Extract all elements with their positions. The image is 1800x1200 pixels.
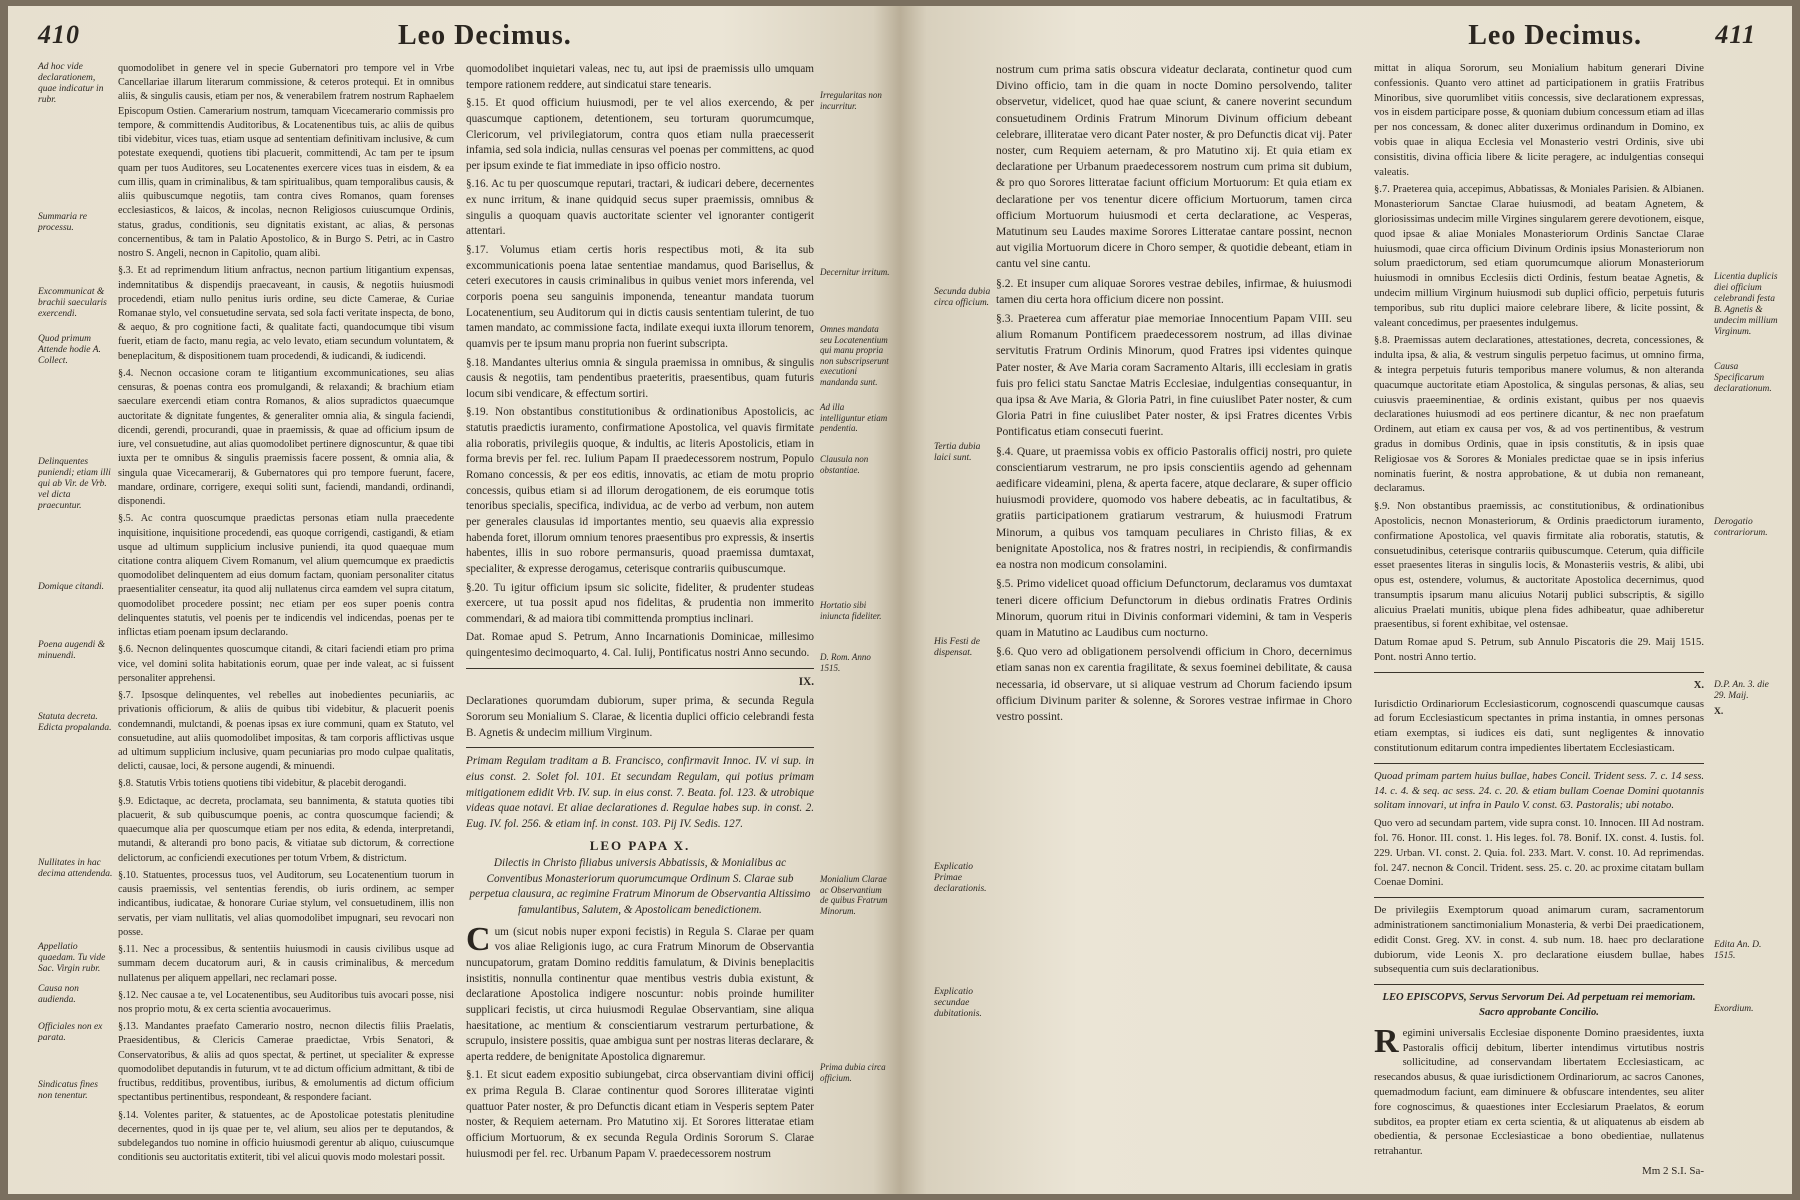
paragraph: nostrum cum prima satis obscura videatur declarata, continetur quod cum Divino officio, tam in die quam in nocte Domino persolvendo, taliter observetur, videlicet, quod hae quae sciunt, & canere noverint secundum consuetudinem Ordinis Fratrum Minorum Divinum officium debeant celebrare, illiteratae vero dicant Pater noster, & pro Defunctis dicat vij. Pater noster, cum Requiem aeternam, & pro Matutino xij. Et quia etiam ex declaratione per Urbanum praedecessorem nostrum cum prima sit dubium, & pro quo Sorores litteratae faciunt officium Mortuorum: Et quia etiam ex declaratione per vos tenentur dicere officium Mortuorum, tamen circa officium Mortuorum huiusmodi et certa declaratione, ac Vesperas, Matutinum seu Laudes maxime Sorores Litteratae cantare possint, necnon aut vigilia Mortuorum dicere in Choro semper, & quotidie debeant, etiam in cantu vel sine cantu. bbox=[996, 63, 1352, 271]
margin-note: Derogatio contrariorum. bbox=[1714, 517, 1768, 538]
left-page bbox=[8, 6, 900, 1194]
paragraph: §.12. Nec causae a te, vel Locatenentibus, seu Auditoribus tuis avocari posse, nisi nos proprio motu, & ex certa scientia avocauerimus. bbox=[118, 989, 454, 1015]
margin-note: D. Rom. Anno 1515. bbox=[820, 652, 871, 673]
margin-note: Exordium. bbox=[1714, 1004, 1754, 1014]
paragraph: §.7. Praeterea quia, accepimus, Abbatissas, & Moniales Parisien. & Albianen. Monasteriorum Sanctae Clarae huiusmodi, ad beatam Agnetem, & gloriosissimas undecim mille Virgines singularem gerere devotionem, eisque, quod ipsae & aliae Moniales Monasteriorum Ordinis Sanctae Clarae huiusmodi, quae circa officium Divinum Ordinis ipsius Monasteriorum non solum praedictorum, sed etiam quorumcumque aliorum Monasteriorum huiusmodi in omnibus Ecclesiis dicti Ordinis, festum beatae Agnetis, & undecim millium Virginum huiusmodi sub duplici officio, perpetuis futuris temporibus, sub ritu duplici maiore celebrare libere, & licite possint, & valeant concedimus, per praesentes indulgemus. bbox=[1374, 184, 1704, 329]
left-folio-number: 410 bbox=[38, 20, 80, 49]
margin-note: Quod primum Attende hodie A. Collect. bbox=[38, 334, 101, 366]
address-line: Dilectis in Christo filiabus universis Abbatissis, & Monialibus ac Conventibus Monasteriorum quorumcumque Ordinum S. Clarae sub perpetua clausura, ac regimine Fratrum Minorum de Observantia Altissimo famulantibus, Salutem, & Apostolicam benedictionem. bbox=[469, 857, 811, 917]
margin-note: Statuta decreta. Edicta propalanda. bbox=[38, 712, 112, 733]
margin-note: Edita An. D. 1515. bbox=[1714, 940, 1762, 961]
paragraph: §.6. Quo vero ad obligationem persolvendi officium in Choro, decernimus etiam sanas non ex carentia fragilitate, & sexus foeminei debilitate, & causa necessaria, id observare, ut si aliquae vestrum ad Chorum faciendo ipsum officium Divinum pariter & solenne, & Sorores vestrae infirmae in Choro vestro possint. bbox=[996, 645, 1352, 723]
right-column-1 bbox=[996, 62, 1352, 728]
paragraph: §.2. Et insuper cum aliquae Sorores vestrae debiles, infirmae, & huiusmodi tamen diu certa hora officium dicere non possint. bbox=[996, 276, 1352, 306]
margin-note: Delinquentes puniendi; etiam illi qui ab Vir. de Vrb. vel dicta praecuntur. bbox=[38, 457, 111, 511]
paragraph: De privilegiis Exemptorum quoad animarum curam, sacramentorum administrationem sanctimonialium Monasteria, & verbi Dei praedicationem, edidit Const. Greg. XV. in const. 4. sub num. 18. haec pro declaratione dubiorum, vide Leonis X. pro declaratione eiusdem bullae, habes subsequentia cum suis declarationibus. bbox=[1374, 905, 1704, 976]
paragraph: §.9. Edictaque, ac decreta, proclamata, seu bannimenta, & statuta quoties tibi placuerit, & sub quibuscumque poenis, ac contra quoscumque faciendi; & quaecumque alia per quoscumque etiam per nos edita, & edenda, interpretandi, mutandi, & alterandi pro bono pacis, & vitiatae sub dictorum, & correctione delictorum, ac conficiendi executiones per totum Vrbem, & districtum. bbox=[118, 795, 454, 864]
jurisdiction-title: Iurisdictio Ordinariorum Ecclesiasticorum, cognoscendi quascumque causas ad forum Ecclesiasticum spectantes in prima instantia, in omnes personas etiam exemptas, si iudices eis dati, sunt negligentes & innovatio constitutionum editarum contra impedientes libertatem Ecclesiasticam. bbox=[1374, 698, 1704, 755]
margin-note: Causa Specificarum declarationum. bbox=[1714, 362, 1772, 394]
paragraph: §.1. Et sicut eadem expositio subiungebat, circa observantiam divini officij ex prima Regula B. Clarae continentur quod Sorores illiteratae viginti quattuor Pater noster, & pro Defunctis dicant etiam in Vesperis septem Pater noster, & Requiem aeternam. Pro Matutino xij. Et Sorores litteratae etiam officium Mortuorum, & ex secunda Regula Ordinis Sororum S. Clarae huiusmodi per fel. rec. Urbanum Papam V. praedecessorem nostrum bbox=[466, 1069, 814, 1160]
paragraph: §.8. Praemissas autem declarationes, attestationes, decreta, concessiones, & indulta ipsa, & alia, & vestrum singulis perpetuo facimus, ut omnino firma, & integra perpetuis futuris temporibus manere volumus, & non alteranda quacumque auctoritate etiam Apostolica, & singulas personas, & alias, seu cuiusvis praeeminentiae, & ordinis existant, quibus per nos quaevis declarationes huiusmodi ad eos pertinere dicantur, & nec non praefatum Ordinem, aut etiam ex causa per vos, & ad vos pertinentibus, & vestrum gradus in domibus Ordinis, quae in ipsis constitutis, & in ipsis quae Religiosae vos & Sorores & Moniales predictae quae se in ipsis inferius nominatis fuerint, & nostra approbatione, & ut dubia non remaneant, declaramus. bbox=[1374, 335, 1704, 495]
margin-note: Causa non audienda. bbox=[38, 984, 79, 1005]
paragraph: §.10. Statuentes, processus tuos, vel Auditorum, seu Locatenentium tuorum in causis praemissis, vel sententias ferendis, ob iuris ordinem, ac semper indicantibus, iudicatae, & honorare Curiae stylum, vel consuetudinem, illis non servatis, per viam nullitatis, vel alias quomodolibet impugnari, seu revocari non posse. bbox=[118, 869, 454, 938]
margin-note: Prima dubia circa officium. bbox=[820, 1062, 886, 1083]
paragraph: §.4. Quare, ut praemissa vobis ex officio Pastoralis officij nostri, pro quiete conscientiarum vestrarum, ne pro ipsis conscientiis agendo ad gehennam aedificare videamini, plena, & aperta facere, atque declarare, & super officio huiusmodi providere, quomodo vos habere debeatis, ac in facultatibus, & gratiis participationem gratiarum vestrarum, & huiusmodi Fratrum Minorum, a quibus vos tamquam peculiares in Christo filias, & ex benignitate Apostolica, nos & fratres nostri, in recipiendis, & confirmandis ea nostra non modicum consolamini. bbox=[996, 444, 1352, 572]
margin-note: His Festi de dispensat. bbox=[934, 637, 980, 658]
book-spread bbox=[8, 6, 1792, 1194]
margin-note: Irregularitas non incurritur. bbox=[820, 90, 882, 111]
right-folio-number: 411 bbox=[1715, 20, 1756, 49]
section-number: X. bbox=[1693, 679, 1704, 691]
right-page bbox=[900, 6, 1792, 1194]
paragraph: §.16. Ac tu per quoscumque reputari, tractari, & iudicari debere, decernentes ex nunc irritum, & inane quidquid secus super praemissis, omnibus & singulis a quoquam quavis auctoritate scienter vel ignoranter contigerit attentari. bbox=[466, 178, 814, 238]
margin-note: Explicatio Primae declarationis. bbox=[934, 862, 987, 894]
left-page-header bbox=[8, 20, 900, 54]
margin-note: Nullitates in hac decima attendenda. bbox=[38, 858, 113, 879]
margin-note: Ad hoc vide declarationem, quae indicatur in rubr. bbox=[38, 62, 104, 105]
bull-body: Cum (sicut nobis nuper exponi fecistis) in Regula S. Clarae per quam vos aliae Religionis iugo, ac cura Fratrum Minorum de Observantia nuncupatorum, gratam Domino redditis famulatum, & Divinis beneplacitis insistitis, nonnulla continentur quae mentibus vestris dubia existunt, & declaratione Apostolica indigere noscuntur: nobis proinde humiliter supplicari fecistis, ut circa huiusmodi Regulae Observantiam, sine aliqua haesitatione, ac mentium & conscientiarum vestrarum perturbatione, & scrupulo, insistere possitis, quae ambigua sunt per nostras literas declarare, & aperta reddere, de benignitate Apostolica dignaremur. bbox=[466, 920, 814, 1063]
margin-note: Explicatio secundae dubitationis. bbox=[934, 987, 982, 1019]
editor-note: Primam Regulam traditam a B. Francisco, confirmavit Innoc. IV. vi sup. in eius const. 2. Solet fol. 101. Et secundam Regulam, qui potius primam mitigationem edidit Vrb. IV. sup. in eius const. 7. Beata. fol. 123. & utrobique videas quae notavi. Et aliae declarationes d. Regulae habes sup. in const. 2. Eug. IV. fol. 256. & etiam inf. in const. 103. Pij IV. Sedis. 127. bbox=[466, 755, 814, 830]
paragraph: §.3. Et ad reprimendum litium anfractus, necnon partium litigantium expensas, indemnitatibus & dispendijs praecaveant, in causis, & negotiis huiusmodi procedendi, etiam nullo penitus iuris ordine, seu dicte Camerae, & Curiae Romanae stylo, vel consuetudine servata, sed sola facti veritate inspecta, de bono, & aequo, & pro cognitione facti, & qualitate facti, quandocumque tibi visum fuerit, etiam de facto, manu regia, ac velo levato, etiam secundum voluntatem, & beneplacitum, & dispositionem tuam procedendi, & iudicandi, & iudicendi. bbox=[118, 265, 454, 362]
margin-note: Ad illa intelliguntur etiam pendentia. bbox=[820, 402, 888, 433]
margin-note: Poena augendi & minuendi. bbox=[38, 640, 106, 661]
paragraph: §.19. Non obstantibus constitutionibus & ordinationibus Apostolicis, ac statutis praedictis iuramento, confirmatione Apostolica, vel quavis firmitate alia roboratis, privilegiis quoque, & indultis, ac literis Apostolicis, etiam in forma brevis per fel. rec. Iulium Papam II praedecessorem nostrum, Populo Romano concessis, & per eos editis, innovatis, ac etiam de motu proprio concessis, quibus etiam si ad illorum derogationem, de eis eorumque totis tenoribus specialis, specifica, individua, ac de verbo ad verbum, non autem per generales clausulas id importantes mentio, seu quaevis alia expressio habenda foret, illorum omnium tenores praesentibus pro expressis, & insertis habentes, illis in suo robore permansuris, quoad praemissa dumtaxat, specialiter, & expresse derogamus, ceterisque contrariis quibuscumque. bbox=[466, 406, 814, 575]
right-column-2 bbox=[1374, 62, 1704, 1179]
divider-rule bbox=[1374, 672, 1704, 673]
paragraph: §.6. Necnon delinquentes quoscumque citandi, & citari faciendi etiam pro prima vice, vel domini solita habitationis eorum, quae per inde valeat, ac si fuissent personaliter apprehensi. bbox=[118, 644, 454, 684]
paragraph: §.11. Nec a processibus, & sententiis huiusmodi in causis civilibus usque ad summam decem ducatorum auri, & in causis criminalibus, & mercedum nullatenus per aliquem appellari, nec reclamari posse. bbox=[118, 944, 454, 984]
left-column-2 bbox=[466, 62, 814, 1165]
paragraph: §.17. Volumus etiam certis horis respectibus moti, & ita sub excommunicationis poena latae sententiae mandamus, quod Barisellus, & ceteri executores in causis criminalibus in quibus veniet mors inferenda, vel corporis poena seu sanguinis imponenda, teneantur mandata tuorum Locatenentium, seu Auditorum qui in dictis causis sententiam tulerint, de tuo tamen mandato, ac commissione facta, indilate exequi iuxta illorum tenorem, quamvis per te ipsum manu propria non fuerint subscripta. bbox=[466, 244, 814, 350]
margin-note: Hortatio sibi iniuncta fideliter. bbox=[820, 600, 882, 621]
paragraph: quomodolibet inquietari valeas, nec tu, aut ipsi de praemissis ullo umquam tempore rationem reddere, aut sindicatui stare tenearis. bbox=[466, 63, 814, 91]
paragraph: §.15. Et quod officium huiusmodi, per te vel alios exercendo, & per quascumque captionem, detentionem, seu torturam quorumcumque, Clericorum, vel privilegiatorum, contra quos etiam nulla praecesserit infamia, sed sola indicia, nullas censuras vel poenas per committens, ac quod per ipsum exinde te fiat immediate in ipso officio nostro. bbox=[466, 97, 814, 172]
paragraph: §.9. Non obstantibus praemissis, ac constitutionibus, & ordinationibus Apostolicis, necnon Monasteriorum, & Ordinis praedictorum iuramento, confirmatione Apostolica, vel quavis firmitate alia roboratis, statutis, & consuetudinibus, ceterisque contrariis quibuscumque. Ceterum, quia difficile esset praesentes literas in singulis locis, & Monasteriis vestris, & alibi, ubi opus est, ostendere, volumus, & auctoritate Apostolica decernimus, quod transumptis ipsarum manu alicuius Notarij publici subscriptis, & sigillo alicuius Praelati munitis, ubique plena fides adhibeatur, quae adhiberetur praesentibus, si forent exhibitae, vel ostensae. bbox=[1374, 501, 1704, 631]
paragraph: mittat in aliqua Sororum, seu Monialium habitum generari Divine confessionis. Quanto vero attinet ad participationem in gratiis Fratribus Minoribus, sive quorumlibet vitiis concessis, sive declarationem expressas, vos in eisdem participare posse, & quoniam dubium concessum etiam ad illas per nos concessam, & donec aliter duxerimus ordinandum in Domino, ex vobis quae in aliqua Ecclesia vel Monasterio vestri Ordinis, sive ubi consistitis, divina officia libere & licite peragere, ac indulgentias consequi valeatis. bbox=[1374, 63, 1704, 178]
margin-note: Omnes mandata seu Locatenentium qui manu propria non subscripserunt executioni mandanda sunt. bbox=[820, 324, 889, 387]
margin-note: Clausula non obstantiae. bbox=[820, 454, 869, 475]
divider-rule bbox=[1374, 897, 1704, 898]
margin-note: Appellatio quaedam. Tu vide Sac. Virgin rubr. bbox=[38, 942, 106, 974]
divider-rule bbox=[1374, 984, 1704, 985]
margin-note: Decernitur irritum. bbox=[820, 267, 890, 277]
dating-clause: Dat. Romae apud S. Petrum, Anno Incarnationis Dominicae, millesimo quingentesimo decimoquarto, 4. Cal. Iulij, Pontificatus nostri Anno secundo. bbox=[466, 631, 814, 660]
paragraph: §.20. Tu igitur officium ipsum sic solicite, fideliter, & prudenter studeas exercere, ut tua possit apud nos fidelitas, & prudentia non immerito commendari, & ad maiora tibi committenda promptius inclinari. bbox=[466, 581, 814, 625]
paragraph: §.7. Ipsosque delinquentes, vel rebelles aut inobedientes pecuniariis, ac privationis officiorum, & aliis de quibus tibi videbitur, & placuerit poenis condemnandi, mulctandi, & poenas ipsas ex iure communi, quam ex Statuto, vel consuetudine, aut aliis quomodolibet impositas, & tam corporis afflictivas usque ad ultimum supplicium inclusive, quam pecuniarias pro modo culpae qualitatis, delicti, causae, loci, & persone augendi, & minuendi. bbox=[118, 690, 454, 773]
margin-note: X. bbox=[1714, 707, 1724, 717]
signature-mark: Mm 2 S.I. Sa- bbox=[1641, 1164, 1704, 1177]
paragraph: §.14. Volentes pariter, & statuentes, ac de Apostolicae potestatis plenitudine decernentes, quod in ijs quae per te, vel alium, seu alios per te deputandos, & subdelegandos tuo nomine in officio huiusmodi gerentur ab aliquo, cuiuscumque conditionis seu auctoritatis extiterit, tibi vel alicui quovis modo molestari possit. bbox=[118, 1109, 454, 1164]
left-column-1 bbox=[118, 62, 454, 1169]
right-running-head: Leo Decimus. bbox=[1468, 20, 1642, 51]
margin-note: Secunda dubia circa officium. bbox=[934, 287, 991, 308]
margin-note: Summaria re processu. bbox=[38, 212, 87, 233]
pope-heading: LEO PAPA X. bbox=[589, 838, 691, 854]
margin-note: Officiales non ex parata. bbox=[38, 1022, 103, 1043]
section-number: IX. bbox=[798, 675, 814, 688]
margin-note: Domique citandi. bbox=[38, 582, 104, 592]
paragraph: Quo vero ad secundam partem, vide supra const. 10. Innocen. III Ad nostram. fol. 76. Honor. III. const. 1. His leges. fol. 78. Bonif. IX. const. 4. Iustis. fol. 229. Urban. VI. const. 2. Quia. fol. 233. Mart. V. const. 10. Ad reprimendas. fol. 247. necnon & Concil. Trident. sess. 25. c. 20. ac proxime citatam bullam Coenae Domini. bbox=[1374, 818, 1704, 889]
margin-note: Tertia dubia laici sunt. bbox=[934, 442, 981, 463]
paragraph: §.3. Praeterea cum afferatur piae memoriae Innocentium Papam VIII. seu alium Romanum Pontificem praedecessorem nostrum, ad illas divinae servitutis Fratrum Ordinis Minorum, quod Fratres ipsi videntes quinque Pater noster, & Ave Maria coram Sacramento Altaris, illi ecclesiam in gratis fuis pro felici statu Sanctae Matris Ecclesiae, indulgentias consequantur, in qua ipsa & Ave Maria, & Gloria Patri, in fine cuiuslibet Pater noster, & cum Gloria Patri in fine cuiuslibet Pater noster, & ipsi Fratres dicentes Vrbis Pontificatus etiam consecuti fuerint. bbox=[996, 312, 1352, 439]
margin-note: D.P. An. 3. die 29. Maij. bbox=[1714, 680, 1769, 701]
divider-rule bbox=[466, 668, 814, 669]
divider-rule bbox=[466, 747, 814, 748]
margin-note: Monialium Clarae ac Observantium de quibus Fratrum Minorum. bbox=[820, 874, 888, 916]
paragraph: §.18. Mandantes ulterius omnia & singula praemissa in omnibus, & singulis causis & negotiis, tam pendentibus praeteritis, praesentibus, quam futuris locum sibi vendicare, & effectum sortiri. bbox=[466, 356, 814, 400]
right-page-header bbox=[900, 20, 1792, 54]
declaration-title: Declarationes quorumdam dubiorum, super prima, & secunda Regula Sororum seu Monialium S. Clarae, & licentia duplici officio celebrandi festa B. Agnetis & undecim millium Virginum. bbox=[466, 695, 814, 739]
bull-body: Regimini universalis Ecclesiae disponente Domino praesidentes, iuxta Pastoralis officij debitum, liberter intendimus virtutibus nostris sollicitudine, ad conservandam libertatem Ecclesiasticam, ac resecandos abusus, & quae iurisdictionem Ordinariorum, ac sacros Canones, quemadmodum faciunt, eam diminuere & obfuscare intendentes, seu aliter fore cognoscimus, & quaestiones inter Ecclesiarum Praelatos, & eorum subditos, ea propter etiam ex certa scientia, & ut aliquatenus ab eisdem ab obedientia, & personae Ecclesiasticae a bono obedientiae, nullatenus retrahantur. bbox=[1374, 1022, 1704, 1158]
paragraph: §.5. Ac contra quoscumque praedictas personas etiam nulla praecedente inquisitione, inquisitione procedendi, eas quoque corrigendi, castigandi, & etiam usque ad ultimum supplicium inclusive puniendi, ita quod quaequae mum citatione contra aliquem Civem Romanum, vel alium quemcumque ex praedictis quomodolibet delinquentem ad eius domum factam, quoniam personaliter citatus praesentialiter censeatur, ita quod alij nullatenus circa eamdem vel supra citatum, quomodolibet procedere possint; nec etiam per eos super poenis contra delinquentes statutis, vel poenis per te indicendis vel indicendas, poenas per te inflictas etiam poenam ipsum declarando. bbox=[118, 513, 454, 639]
paragraph: quomodolibet in genere vel in specie Gubernatori pro tempore vel in Vrbe Cancellariae illarum literarum commissione, & ceteros protequi. Et in omnibus aliis, & singulis causis, etiam per nos, & venerabilem fratrem nostrum Raphaelem Episcopum Ostien. Camerarium nostrum, tamquam Vicecamerario commissis pro tempore, & committendis Auditoribus, & Locatenentibus tuis, ac aliis de quibus tibi videbitur, vices tuas, etiam usque ad sententiam definitivam inclusive, & cum potestate exequendi, quotiens tibi placuerit, committendi, Ac tam per te ipsum quam per tuos Auditores, seu Locatenentes exercere vices tuas in eisdem, & ea cum illis, quam in criminalibus, & tam spiritualibus, quam temporalibus causis, & aliis quibuscumque negotiis, tam contra cives Romanos, quam forenses ecclesiasticos, & laicos, & incolas, necnon Religiosos cuiuscumque Ordinis, status, gradus, conditionis, seu dignitatis existant, ac alias, & personas concernentibus, & tam in Palatio Apostolico, & in Burgo S. Petri, ac in Castro nostro S. Angeli, necnon in Capitolio, quam alibi. bbox=[118, 63, 454, 260]
editor-note: Quoad primam partem huius bullae, habes Concil. Trident sess. 7. c. 14 sess. 14. c. 4. & seq. ac sess. 24. c. 20. & etiam bullam Coenae Domini quotannis solitam innovari, ut infra in Paulo V. const. 63. Pastoralis; ubi notabo. bbox=[1374, 770, 1704, 812]
left-running-head: Leo Decimus. bbox=[398, 20, 572, 51]
bishop-heading: LEO EPISCOPVS, Servus Servorum Dei. Ad perpetuam rei memoriam. Sacro approbante Concilio. bbox=[1382, 992, 1696, 1019]
dating-clause: Datum Romae apud S. Petrum, sub Annulo Piscatoris die 29. Maij 1515. Pont. nostri Anno tertio. bbox=[1374, 637, 1704, 664]
margin-note: Excommunicat & brachii saecularis exercendi. bbox=[38, 287, 107, 319]
margin-note: Sindicatus fines non tenentur. bbox=[38, 1080, 98, 1101]
margin-note: Licentia duplicis diei officium celebrandi festa B. Agnetis & undecim millium Virginum. bbox=[1714, 272, 1778, 337]
paragraph: §.8. Statutis Vrbis totiens quotiens tibi videbitur, & placebit derogandi. bbox=[118, 778, 407, 790]
paragraph: §.4. Necnon occasione coram te litigantium excommunicationes, seu alias censuras, & poenas contra eos promulgandi, & relaxandi; & brachium etiam saeculare exercendi etiam contra Romanos, & alios supradictos quaecumque auctoritate & dignitate fungentes, & generaliter omnia alia, & singula faciendi, dicendi, gerendi, procurandi, quae in praemissis, & quae ad officium ipsum de iure, vel consuetudine, aut alias quomodolibet pertinere dignoscuntur, & quae tibi iuxta per te omnibus & singulis praemissis facere possent, & omnia alia, & singula quae Vicecamerarij, & Gubernatores qui pro tempore fuerunt, facere, mandare, ordinare, corrigere, exequi soliti sunt, faciendi, mandandi, ordinandi, disponendi. bbox=[118, 367, 454, 508]
divider-rule bbox=[1374, 763, 1704, 764]
paragraph: §.5. Primo videlicet quoad officium Defunctorum, declaramus vos dumtaxat teneri dicere officium Defunctorum in diebus ordinatis Fratres Ordinis Minorum, quorum ritui in Divinis conformari videmini, & tam in Vesperis quam in Matutino ac Laudibus cum nocturno. bbox=[996, 577, 1352, 639]
paragraph: §.13. Mandantes praefato Camerario nostro, necnon dilectis filiis Praelatis, Praesidentibus, & Clericis Camerae praedictae, Vrbis Senatori, & Conservatoribus, & aliis ad quos spectat, & pertinet, ut specialiter & expresse quomodolibet deputandis in futurum, vt te ad dictum officium admittant, & tibi de fructibus, redditibus, proventibus, iuribus, & emolumentis ad dictum officium spectantibus pertinentibus, respondeant, & respondere faciant. bbox=[118, 1021, 454, 1104]
